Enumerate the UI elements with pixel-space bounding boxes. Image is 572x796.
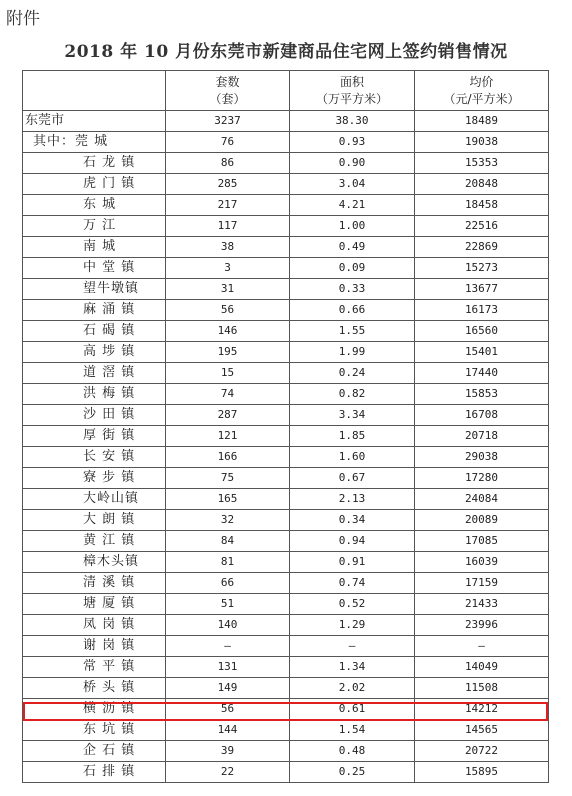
units-cell: 149: [166, 678, 290, 699]
region-cell: 常 平 镇: [23, 657, 166, 678]
units-cell: 195: [166, 342, 290, 363]
units-cell: 39: [166, 741, 290, 762]
area-cell: 0.48: [290, 741, 415, 762]
area-cell: 0.33: [290, 279, 415, 300]
area-cell: 0.25: [290, 762, 415, 783]
table-row: [23, 447, 549, 468]
table-row: [23, 552, 549, 573]
table-row: [23, 426, 549, 447]
units-cell: 166: [166, 447, 290, 468]
price-cell: 17085: [415, 531, 549, 552]
header-units: 套数 （套）: [166, 71, 290, 111]
header-region: [23, 71, 166, 111]
area-cell: 1.34: [290, 657, 415, 678]
price-cell: 16708: [415, 405, 549, 426]
units-cell: 56: [166, 300, 290, 321]
page-title: 2018 年 10 月份东莞市新建商品住宅网上签约销售情况: [64, 42, 508, 62]
attachment-label: 附件: [6, 9, 40, 29]
units-cell: 3: [166, 258, 290, 279]
table-row: [23, 321, 549, 342]
area-cell: 0.82: [290, 384, 415, 405]
table-row: [23, 636, 549, 657]
price-cell: 15353: [415, 153, 549, 174]
area-cell: 1.00: [290, 216, 415, 237]
units-cell: 117: [166, 216, 290, 237]
table-row: [23, 405, 549, 426]
area-cell: —: [290, 636, 415, 657]
area-cell: 0.74: [290, 573, 415, 594]
area-cell: 0.34: [290, 510, 415, 531]
price-cell: 23996: [415, 615, 549, 636]
area-cell: 3.34: [290, 405, 415, 426]
table-row: [23, 153, 549, 174]
price-cell: 15401: [415, 342, 549, 363]
region-cell: 其中：莞 城: [23, 132, 166, 153]
table-row: [23, 699, 549, 720]
area-cell: 1.60: [290, 447, 415, 468]
units-cell: 165: [166, 489, 290, 510]
area-cell: 0.09: [290, 258, 415, 279]
units-cell: 84: [166, 531, 290, 552]
table-row: [23, 111, 549, 132]
area-cell: 0.90: [290, 153, 415, 174]
region-cell: 高 埗 镇: [23, 342, 166, 363]
units-cell: 140: [166, 615, 290, 636]
units-cell: 285: [166, 174, 290, 195]
units-cell: 131: [166, 657, 290, 678]
price-cell: 15853: [415, 384, 549, 405]
price-cell: 11508: [415, 678, 549, 699]
table-row: [23, 195, 549, 216]
price-cell: 14212: [415, 699, 549, 720]
region-cell: 长 安 镇: [23, 447, 166, 468]
price-cell: 17159: [415, 573, 549, 594]
region-cell: 厚 街 镇: [23, 426, 166, 447]
price-cell: 16173: [415, 300, 549, 321]
table-row: [23, 531, 549, 552]
price-cell: 16039: [415, 552, 549, 573]
header-price: 均价 （元/平方米）: [415, 71, 549, 111]
table-row: [23, 741, 549, 762]
table-row: [23, 216, 549, 237]
table-row: [23, 300, 549, 321]
region-cell: 樟木头镇: [23, 552, 166, 573]
units-cell: 287: [166, 405, 290, 426]
units-cell: 146: [166, 321, 290, 342]
price-cell: 20722: [415, 741, 549, 762]
region-cell: 道 滘 镇: [23, 363, 166, 384]
region-cell: 东 城: [23, 195, 166, 216]
units-cell: 15: [166, 363, 290, 384]
units-cell: 76: [166, 132, 290, 153]
table-row: [23, 342, 549, 363]
price-cell: 29038: [415, 447, 549, 468]
units-cell: 32: [166, 510, 290, 531]
price-cell: 16560: [415, 321, 549, 342]
price-cell: 18458: [415, 195, 549, 216]
units-cell: 3237: [166, 111, 290, 132]
area-cell: 38.30: [290, 111, 415, 132]
area-cell: 2.02: [290, 678, 415, 699]
table-row: [23, 384, 549, 405]
region-cell: 万 江: [23, 216, 166, 237]
units-cell: 144: [166, 720, 290, 741]
units-cell: 31: [166, 279, 290, 300]
area-cell: 0.91: [290, 552, 415, 573]
region-cell: 黄 江 镇: [23, 531, 166, 552]
price-cell: 24084: [415, 489, 549, 510]
area-cell: 1.99: [290, 342, 415, 363]
price-cell: 14049: [415, 657, 549, 678]
area-cell: 1.85: [290, 426, 415, 447]
price-cell: 21433: [415, 594, 549, 615]
units-cell: 51: [166, 594, 290, 615]
price-cell: 20089: [415, 510, 549, 531]
price-cell: 19038: [415, 132, 549, 153]
price-cell: 17440: [415, 363, 549, 384]
units-cell: 121: [166, 426, 290, 447]
region-cell: 麻 涌 镇: [23, 300, 166, 321]
region-cell: 虎 门 镇: [23, 174, 166, 195]
region-cell: 南 城: [23, 237, 166, 258]
region-cell: 寮 步 镇: [23, 468, 166, 489]
table-row: [23, 594, 549, 615]
table-row: [23, 762, 549, 783]
price-cell: 15273: [415, 258, 549, 279]
units-cell: 22: [166, 762, 290, 783]
units-cell: 38: [166, 237, 290, 258]
table-row: [23, 237, 549, 258]
units-cell: 81: [166, 552, 290, 573]
area-cell: 3.04: [290, 174, 415, 195]
table-row: [23, 279, 549, 300]
units-cell: 86: [166, 153, 290, 174]
table-row: [23, 258, 549, 279]
price-cell: 17280: [415, 468, 549, 489]
region-cell: 石 碣 镇: [23, 321, 166, 342]
price-cell: 20848: [415, 174, 549, 195]
table-row: [23, 132, 549, 153]
region-cell: 望牛墩镇: [23, 279, 166, 300]
header-area: 面积 （万平方米）: [290, 71, 415, 111]
region-cell: 大岭山镇: [23, 489, 166, 510]
table-row: [23, 720, 549, 741]
area-cell: 1.55: [290, 321, 415, 342]
area-cell: 0.61: [290, 699, 415, 720]
units-cell: 217: [166, 195, 290, 216]
area-cell: 0.24: [290, 363, 415, 384]
area-cell: 2.13: [290, 489, 415, 510]
table-row: [23, 510, 549, 531]
region-cell: 塘 厦 镇: [23, 594, 166, 615]
region-cell: 洪 梅 镇: [23, 384, 166, 405]
region-cell: 横 沥 镇: [23, 699, 166, 720]
area-cell: 1.54: [290, 720, 415, 741]
region-cell: 清 溪 镇: [23, 573, 166, 594]
area-cell: 0.93: [290, 132, 415, 153]
table-row: [23, 615, 549, 636]
sales-table: [22, 70, 549, 783]
region-cell: 沙 田 镇: [23, 405, 166, 426]
area-cell: 0.49: [290, 237, 415, 258]
region-cell: 东 坑 镇: [23, 720, 166, 741]
region-cell: 桥 头 镇: [23, 678, 166, 699]
area-cell: 0.66: [290, 300, 415, 321]
price-cell: 13677: [415, 279, 549, 300]
price-cell: 18489: [415, 111, 549, 132]
region-cell: 石 龙 镇: [23, 153, 166, 174]
price-cell: 14565: [415, 720, 549, 741]
area-cell: 4.21: [290, 195, 415, 216]
table-header-row: [23, 71, 549, 111]
price-cell: 15895: [415, 762, 549, 783]
table-row: [23, 573, 549, 594]
region-cell: 大 朗 镇: [23, 510, 166, 531]
area-cell: 0.94: [290, 531, 415, 552]
table-row: [23, 489, 549, 510]
region-cell: 中 堂 镇: [23, 258, 166, 279]
table-row: [23, 363, 549, 384]
table-row: [23, 678, 549, 699]
area-cell: 0.52: [290, 594, 415, 615]
price-cell: 20718: [415, 426, 549, 447]
table-row: [23, 468, 549, 489]
price-cell: —: [415, 636, 549, 657]
region-cell: 谢 岗 镇: [23, 636, 166, 657]
region-cell: 东莞市: [23, 111, 166, 132]
table-row: [23, 174, 549, 195]
units-cell: 56: [166, 699, 290, 720]
units-cell: —: [166, 636, 290, 657]
region-cell: 凤 岗 镇: [23, 615, 166, 636]
units-cell: 75: [166, 468, 290, 489]
area-cell: 0.67: [290, 468, 415, 489]
region-cell: 企 石 镇: [23, 741, 166, 762]
area-cell: 1.29: [290, 615, 415, 636]
units-cell: 74: [166, 384, 290, 405]
table-row: [23, 657, 549, 678]
region-cell: 石 排 镇: [23, 762, 166, 783]
price-cell: 22869: [415, 237, 549, 258]
price-cell: 22516: [415, 216, 549, 237]
units-cell: 66: [166, 573, 290, 594]
